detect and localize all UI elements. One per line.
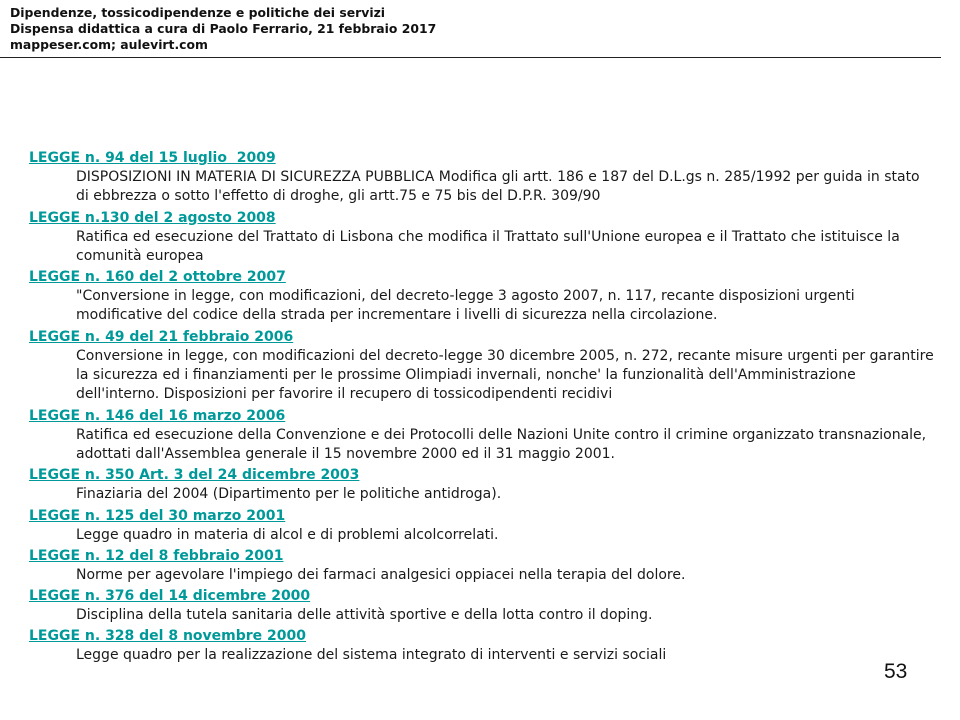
law-description: Norme per agevolare l'impiego dei farmaci analgesici oppiacei nella terapia del dolore. — [76, 566, 686, 583]
law-link[interactable]: LEGGE n. 12 del 8 febbraio 2001 — [29, 547, 284, 564]
law-entry — [29, 405, 934, 465]
page-number: 53 — [884, 660, 908, 683]
law-description: Ratifica ed esecuzione della Convenzione e dei Protocolli delle Nazioni Unite contro il crimine organizzato transnazionale, adottati dall'Assemblea generale il 15 novembre 2000 ed il 31 maggio 2001. — [76, 426, 927, 462]
law-link[interactable]: LEGGE n. 49 del 21 febbraio 2006 — [29, 328, 294, 345]
header-subtitle: Dispensa didattica a cura di Paolo Ferrario, 21 febbraio 2017 — [10, 21, 437, 36]
law-description: DISPOSIZIONI IN MATERIA DI SICUREZZA PUBBLICA Modifica gli artt. 186 e 187 del D.L.gs n. 285/1992 per guida in stato di ebbrezza o sotto l'effetto di droghe, gli artt.75 e 75 bis del D.P.R. 309/90 — [76, 169, 920, 205]
law-description: Ratifica ed esecuzione del Trattato di Lisbona che modifica il Trattato sull'Unione europea e il Trattato che istituisce la comunità europea — [76, 228, 900, 264]
law-link[interactable]: LEGGE n. 160 del 2 ottobre 2007 — [29, 269, 286, 286]
header-divider — [0, 57, 941, 58]
law-link[interactable]: LEGGE n. 350 Art. 3 del 24 dicembre 2003 — [29, 467, 360, 484]
law-link[interactable]: LEGGE n. 328 del 8 novembre 2000 — [29, 628, 307, 645]
law-entry — [29, 585, 934, 625]
law-link[interactable]: LEGGE n. 376 del 14 dicembre 2000 — [29, 588, 311, 605]
law-entry — [29, 625, 934, 665]
law-link[interactable]: LEGGE n.130 del 2 agosto 2008 — [29, 209, 276, 226]
law-entry — [29, 266, 934, 326]
law-entry — [29, 464, 934, 504]
law-list — [29, 147, 934, 666]
law-link[interactable]: LEGGE n. 94 del 15 luglio 2009 — [29, 150, 276, 166]
law-link[interactable]: LEGGE n. 125 del 30 marzo 2001 — [29, 507, 286, 524]
law-description: Disciplina della tutela sanitaria delle attività sportive e della lotta contro il doping. — [76, 607, 653, 624]
law-description: Legge quadro per la realizzazione del sistema integrato di interventi e servizi sociali — [76, 647, 667, 664]
document-header — [10, 5, 436, 53]
header-websites: mappeser.com; aulevirt.com — [10, 37, 208, 52]
law-entry — [29, 545, 934, 585]
law-description: Conversione in legge, con modificazioni del decreto-legge 30 dicembre 2005, n. 272, recante misure urgenti per garantire la sicurezza ed i finanziamenti per le prossime Olimpiadi invernali, nonche' la funzionalità dell'Amministrazione dell'interno. Disposizioni per favorire il recupero di tossicodipendenti recidivi — [76, 347, 934, 403]
law-entry — [29, 326, 934, 405]
header-title: Dipendenze, tossicodipendenze e politiche dei servizi — [10, 5, 386, 20]
law-description: Finaziaria del 2004 (Dipartimento per le politiche antidroga). — [76, 486, 502, 503]
law-description: "Conversione in legge, con modificazioni, del decreto-legge 3 agosto 2007, n. 117, recante disposizioni urgenti modificative del codice della strada per incrementare i livelli di sicurezza nella circolazione. — [76, 288, 855, 324]
law-link[interactable]: LEGGE n. 146 del 16 marzo 2006 — [29, 407, 286, 424]
law-entry — [29, 207, 934, 267]
law-description: Legge quadro in materia di alcol e di problemi alcolcorrelati. — [76, 526, 499, 543]
law-entry — [29, 147, 934, 207]
law-entry — [29, 505, 934, 545]
